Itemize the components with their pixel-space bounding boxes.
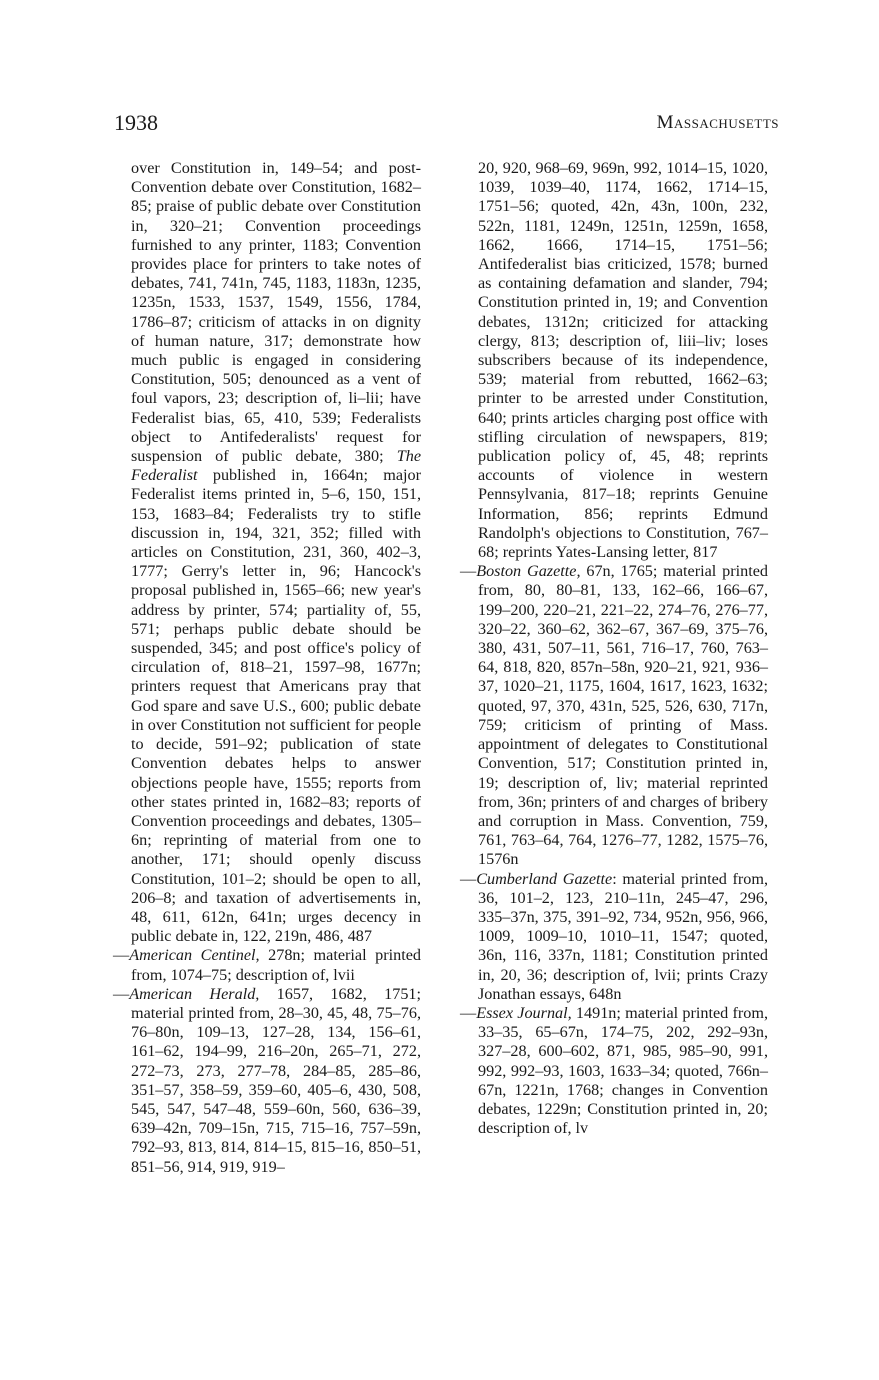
subentry-dash: — xyxy=(460,562,477,581)
page-number: 1938 xyxy=(114,110,158,135)
page-header xyxy=(0,110,879,140)
index-subentry-essex-journal xyxy=(460,1004,768,1138)
right-column xyxy=(460,159,768,1138)
federalist-title: The Federalist xyxy=(131,447,422,485)
index-continuation-american-herald: 20, 920, 968–69, 969n, 992, 1014–15, 1020, 1039, 1039–40, 1174, 1662, 1714–15, 1751–56; quoted, 42n, 43n, 100n, 232, 522n, 1181, 1249n, 1251n, 1259n, 1658, 1662, 1666, 1714–15, 1751–56; Antifederalist bias criticized, 1578; burned as containing defamation and slander, 794; Constitution printed in, 19; and Convention debates, 1312n; criticized for attacking clergy, 813; description of, liii–liv; loses subscribers because of its independence, 539; material from rebutted, 1662–63; printer to be arrested under Constitution, 640; prints articles charging post office with stifling circulation of newspapers, 819; publication policy of, 45, 48; reprints accounts of violence in western Pennsylvania, 817–18; reprints Genuine Information, 856; reprints Edmund Randolph's objections to Constitution, 767–68; reprints Yates-Lansing letter, 817 xyxy=(478,159,768,562)
index-continuation xyxy=(113,159,421,946)
subentry-text: 1491n; material printed from, 33–35, 65–67n, 174–75, 202, 292–93n, 327–28, 600–602, 871, 985, 985–90, 991, 992, 992–93, 1603, 1633–34; quoted, 766n–67n, 1221n, 1768; changes in Convention debates, 1229n; Constitution printed in, 20; description of, lv xyxy=(478,1003,768,1138)
subentry-dash: — xyxy=(113,984,130,1003)
index-subentry-american-centinel xyxy=(113,946,421,984)
running-head: Massachusetts xyxy=(656,112,779,133)
subentry-title: American Herald, xyxy=(129,984,260,1003)
subentry-title: American Centinel, xyxy=(129,946,260,965)
index-subentry-cumberland-gazette xyxy=(460,870,768,1004)
subentry-text: : material printed from, 36, 101–2, 123, 210–11n, 245–47, 296, 335–37n, 375, 391–92, 734, 952n, 956, 966, 1009, 1009–10, 1010–11, 1547; quoted, 36n, 116, 337n, 1181; Constitution printed in, 20, 36; description of, lvii; prints Crazy Jonathan essays, 648n xyxy=(478,869,769,1003)
subentry-dash: — xyxy=(460,1003,477,1022)
subentry-title: Boston Gazette, xyxy=(476,562,581,581)
subentry-text: 1657, 1682, 1751; material printed from, 28–30, 45, 48, 75–76, 76–80n, 109–13, 127–28, 134, 156–61, 161–62, 194–99, 216–20n, 265–71, 272, 272–73, 273, 277–78, 284–85, 285–86, 351–57, 358–59, 359–60, 405–6, 430, 508, 545, 547, 547–48, 559–60n, 560, 636–39, 639–42n, 709–15n, 715, 715–16, 757–59n, 792–93, 813, 814, 814–15, 815–16, 850–51, 851–56, 914, 919, 919– xyxy=(131,984,421,1176)
subentry-dash: — xyxy=(113,946,130,965)
index-subentry-boston-gazette xyxy=(460,562,768,869)
index-subentry-american-herald xyxy=(113,985,421,1177)
subentry-text: 67n, 1765; material printed from, 80, 80–81, 133, 162–66, 166–67, 199–200, 220–21, 221–22, 274–76, 276–77, 320–22, 360–62, 362–67, 367–69, 375–76, 380, 431, 507–11, 561, 716–17, 760, 763–64, 818, 820, 857n–58n, 920–21, 921, 936–37, 1020–21, 1175, 1604, 1617, 1623, 1632; quoted, 97, 370, 431n, 525, 526, 630, 717n, 759; criticism of printing of Mass. appointment of delegates to Constitutional Convention, 517; Constitution printed in, 19; description of, liv; material reprinted from, 36n; printers of and charges of bribery and corruption in Mass. Convention, 759, 761, 763–64, 764, 1276–77, 1282, 1575–76, 1576n xyxy=(478,562,768,869)
subentry-dash: — xyxy=(460,869,477,888)
continuation-rest: published in, 1664n; major Federalist items printed in, 5–6, 150, 151, 153, 1683–84; Federalists try to stifle discussion in, 194, 321, 352; filled with articles on Constitution, 231, 360, 402–3, 1777; Gerry's letter in, 96; Hancock's proposal published in, 1565–66; new year's address by printer, 574; partiality of, 55, 571; perhaps public debate should be suspended, 345; and post office's policy of circulation of, 818–21, 1597–98, 1677n; printers request that Americans pray that God spare and save U.S., 600; public debate in over Constitution not sufficient for people to decide, 591–92; publication of state Convention debates helps to answer objections people have, 1555; reports from other states printed in, 1682–83; reports of Convention proceedings and debates, 1305–6n; reprinting of material from one to another, 171; should openly discuss Constitution, 101–2; should be open to all, 206–8; and taxation of advertisements in, 48, 611, 612n, 641n; urges decency in public debate in, 122, 219n, 486, 487 xyxy=(131,466,422,946)
continuation-text: over Constitution in, 149–54; and post-Convention debate over Constitution, 1682–85; praise of public debate over Constitution in, 320–21; Convention proceedings furnished to any printer, 1183; Convention provides place for printers to take notes of debates, 741, 741n, 745, 1183, 1183n, 1235, 1235n, 1533, 1537, 1549, 1556, 1784, 1786–87; criticism of attacks in on dignity of human nature, 317; demonstrate how much public is engaged in considering Constitution, 505; denounced as a vent of foul vapors, 23; description of, li–lii; have Federalist bias, 65, 410, 539; Federalists object to Antifederalists' request for suspension of public debate, 380; xyxy=(131,159,421,466)
subentry-text: 278n; material printed from, 1074–75; description of, lvii xyxy=(131,946,421,984)
subentry-title: Essex Journal, xyxy=(476,1003,572,1022)
left-column xyxy=(113,159,421,1177)
subentry-title: Cumberland Gazette xyxy=(476,869,613,888)
